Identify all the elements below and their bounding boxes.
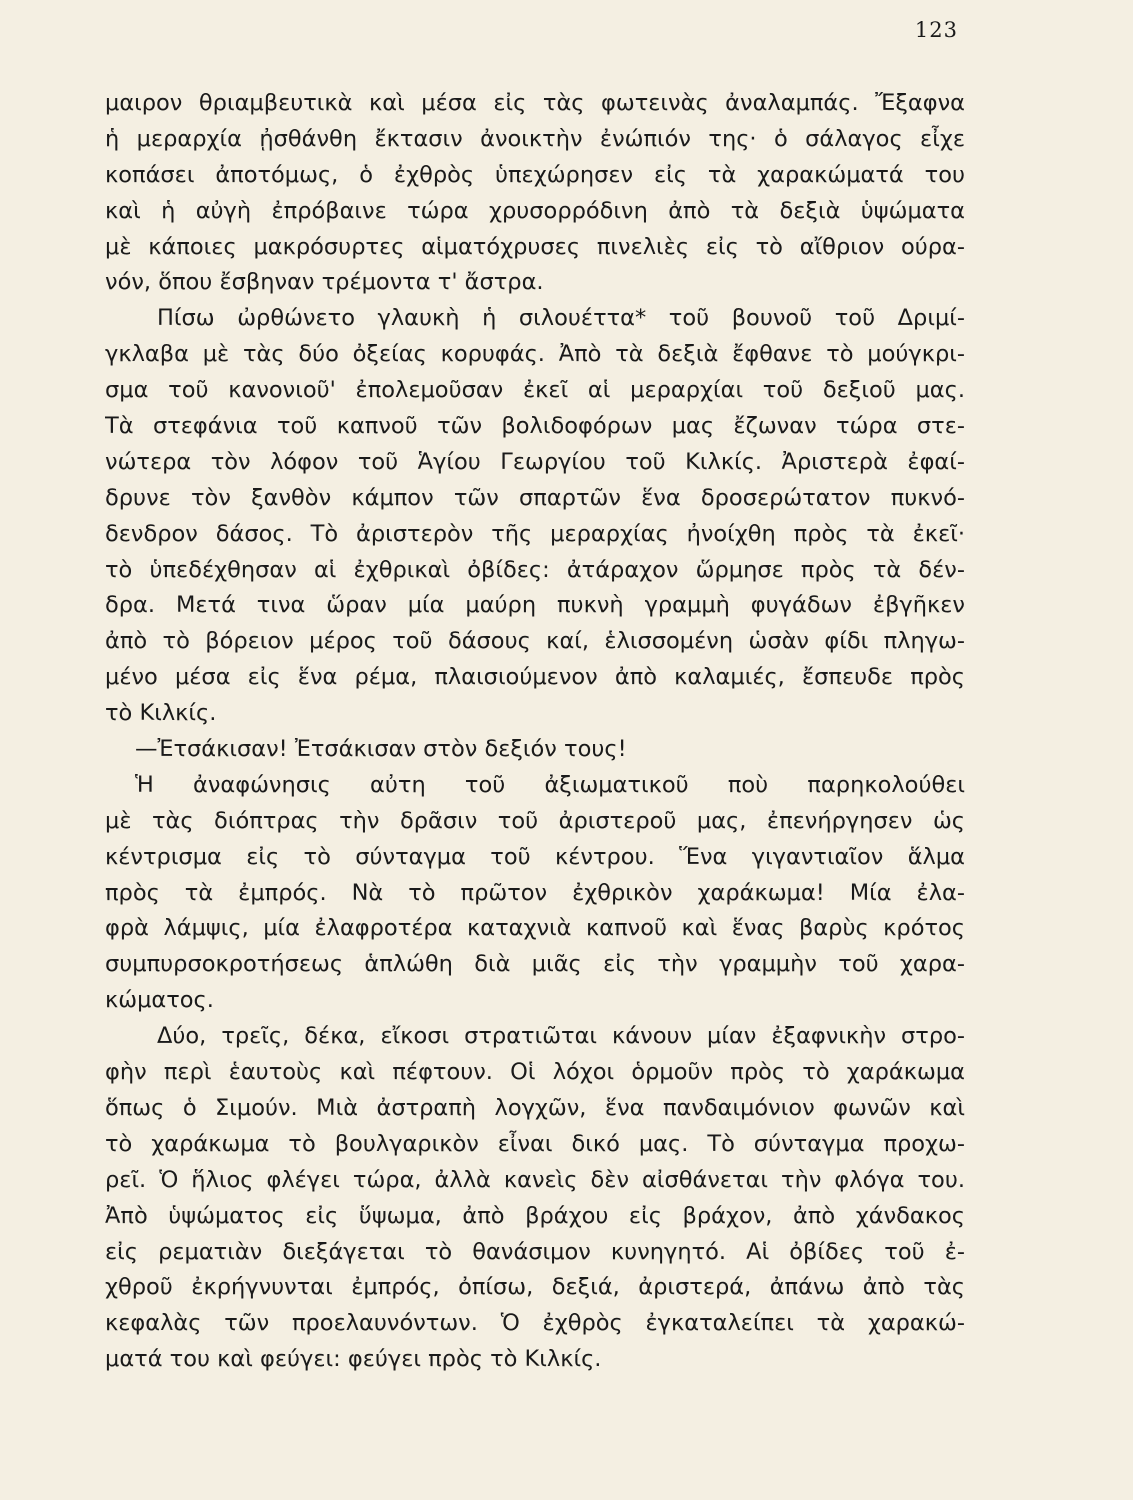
text-line: ἡ μεραρχία ᾐσθάνθη ἔκτασιν ἀνοικτὴν ἐνώπιόν της· ὁ σάλαγος εἶχε <box>105 125 965 152</box>
text-line: κώματος. <box>105 987 214 1014</box>
page-number: 123 <box>914 18 958 42</box>
body-text <box>105 86 965 1378</box>
text-line: Πίσω ὠρθώνετο γλαυκὴ ἡ σιλουέττα* τοῦ βουνοῦ τοῦ Δριμί- <box>157 305 965 332</box>
text-line: ματά του καὶ φεύγει: φεύγει πρὸς τὸ Κιλκίς. <box>105 1346 602 1373</box>
text-line: φρὰ λάμψις, μία ἐλαφροτέρα καταχνιὰ καπνοῦ καὶ ἕνας βαρὺς κρότος <box>105 915 965 942</box>
text-line: σμα τοῦ κανονιοῦ' ἐπολεμοῦσαν ἐκεῖ αἱ μεραρχίαι τοῦ δεξιοῦ μας. <box>105 377 965 404</box>
text-line: Δύο, τρεῖς, δέκα, εἴκοσι στρατιῶται κάνουν μίαν ἐξαφνικὴν στρο- <box>157 1023 965 1050</box>
text-line: ρεῖ. Ὁ ἥλιος φλέγει τώρα, ἀλλὰ κανεὶς δὲν αἰσθάνεται τὴν φλόγα του. <box>105 1166 965 1193</box>
text-line: γκλαβα μὲ τὰς δύο ὀξείας κορυφάς. Ἀπὸ τὰ δεξιὰ ἔφθανε τὸ μούγκρι- <box>105 341 965 368</box>
text-line: τὸ ὑπεδέχθησαν αἱ ἐχθρικαὶ ὀβίδες: ἀτάραχον ὥρμησε πρὸς τὰ δέν- <box>105 556 965 583</box>
text-line: ἀπὸ τὸ βόρειον μέρος τοῦ δάσους καί, ἑλισσομένη ὡσὰν φίδι πληγω- <box>105 628 965 655</box>
text-line: νόν, ὅπου ἔσβηναν τρέμοντα τ' ἄστρα. <box>105 269 544 296</box>
text-line: πρὸς τὰ ἐμπρός. Νὰ τὸ πρῶτον ἐχθρικὸν χαράκωμα! Μία ἐλα- <box>105 879 965 906</box>
text-line: δρυνε τὸν ξανθὸν κάμπον τῶν σπαρτῶν ἕνα δροσερώτατον πυκνό- <box>105 484 965 511</box>
text-line: τὸ Κιλκίς. <box>105 700 217 727</box>
text-line: μὲ τὰς διόπτρας τὴν δρᾶσιν τοῦ ἀριστεροῦ μας, ἐπενήργησεν ὡς <box>105 807 965 834</box>
text-line: δρα. Μετά τινα ὥραν μία μαύρη πυκνὴ γραμμὴ φυγάδων ἐβγῆκεν <box>105 592 965 619</box>
text-line: μένο μέσα εἰς ἕνα ρέμα, πλαισιούμενον ἀπὸ καλαμιές, ἔσπευδε πρὸς <box>105 664 965 691</box>
text-line: συμπυρσοκροτήσεως ἁπλώθη διὰ μιᾶς εἰς τὴν γραμμὴν τοῦ χαρα- <box>105 951 965 978</box>
text-line: Ἡ ἀναφώνησις αὐτη τοῦ ἀξιωματικοῦ ποὺ παρηκολούθει <box>135 771 965 798</box>
text-line: ὅπως ὁ Σιμούν. Μιὰ ἀστραπὴ λογχῶν, ἕνα πανδαιμόνιον φωνῶν καὶ <box>105 1094 965 1121</box>
text-line: μαιρον θριαμβευτικὰ καὶ μέσα εἰς τὰς φωτεινὰς ἀναλαμπάς. Ἔξαφνα <box>105 90 965 116</box>
text-line: —Ἐτσάκισαν! Ἐτσάκισαν στὸν δεξιόν τους! <box>135 736 627 763</box>
text-line: Τὰ στεφάνια τοῦ καπνοῦ τῶν βολιδοφόρων μας ἔζωναν τώρα στε- <box>105 413 965 440</box>
text-line: δενδρον δάσος. Τὸ ἀριστερὸν τῆς μεραρχίας ἠνοίχθη πρὸς τὰ ἐκεῖ· <box>105 520 965 547</box>
text-line: κοπάσει ἀποτόμως, ὁ ἐχθρὸς ὑπεχώρησεν εἰς τὰ χαρακώματά του <box>105 161 965 188</box>
text-line: χθροῦ ἐκρήγνυνται ἐμπρός, ὀπίσω, δεξιά, ἀριστερά, ἀπάνω ἀπὸ τὰς <box>105 1274 965 1301</box>
text-line: καὶ ἡ αὐγὴ ἐπρόβαινε τώρα χρυσορρόδινη ἀπὸ τὰ δεξιὰ ὑψώματα <box>105 197 965 224</box>
text-line: κέντρισμα εἰς τὸ σύνταγμα τοῦ κέντρου. Ἕνα γιγαντιαῖον ἅλμα <box>105 843 965 870</box>
text-line: νώτερα τὸν λόφον τοῦ Ἁγίου Γεωργίου τοῦ Κιλκίς. Ἀριστερὰ ἐφαί- <box>105 448 965 475</box>
text-line: κεφαλὰς τῶν προελαυνόντων. Ὁ ἐχθρὸς ἐγκαταλείπει τὰ χαρακώ- <box>105 1310 965 1337</box>
text-line: Ἀπὸ ὑψώματος εἰς ὕψωμα, ἀπὸ βράχου εἰς βράχον, ἀπὸ χάνδακος <box>105 1202 965 1229</box>
text-line: εἰς ρεματιὰν διεξάγεται τὸ θανάσιμον κυνηγητό. Αἱ ὀβίδες τοῦ ἐ- <box>105 1238 965 1265</box>
text-line: φὴν περὶ ἑαυτοὺς καὶ πέφτουν. Οἱ λόχοι ὁρμοῦν πρὸς τὸ χαράκωμα <box>105 1059 965 1086</box>
text-line: τὸ χαράκωμα τὸ βουλγαρικὸν εἶναι δικό μας. Τὸ σύνταγμα προχω- <box>105 1130 965 1157</box>
text-line: μὲ κάποιες μακρόσυρτες αἱματόχρυσες πινελιὲς εἰς τὸ αἴθριον ούρα- <box>105 233 965 260</box>
